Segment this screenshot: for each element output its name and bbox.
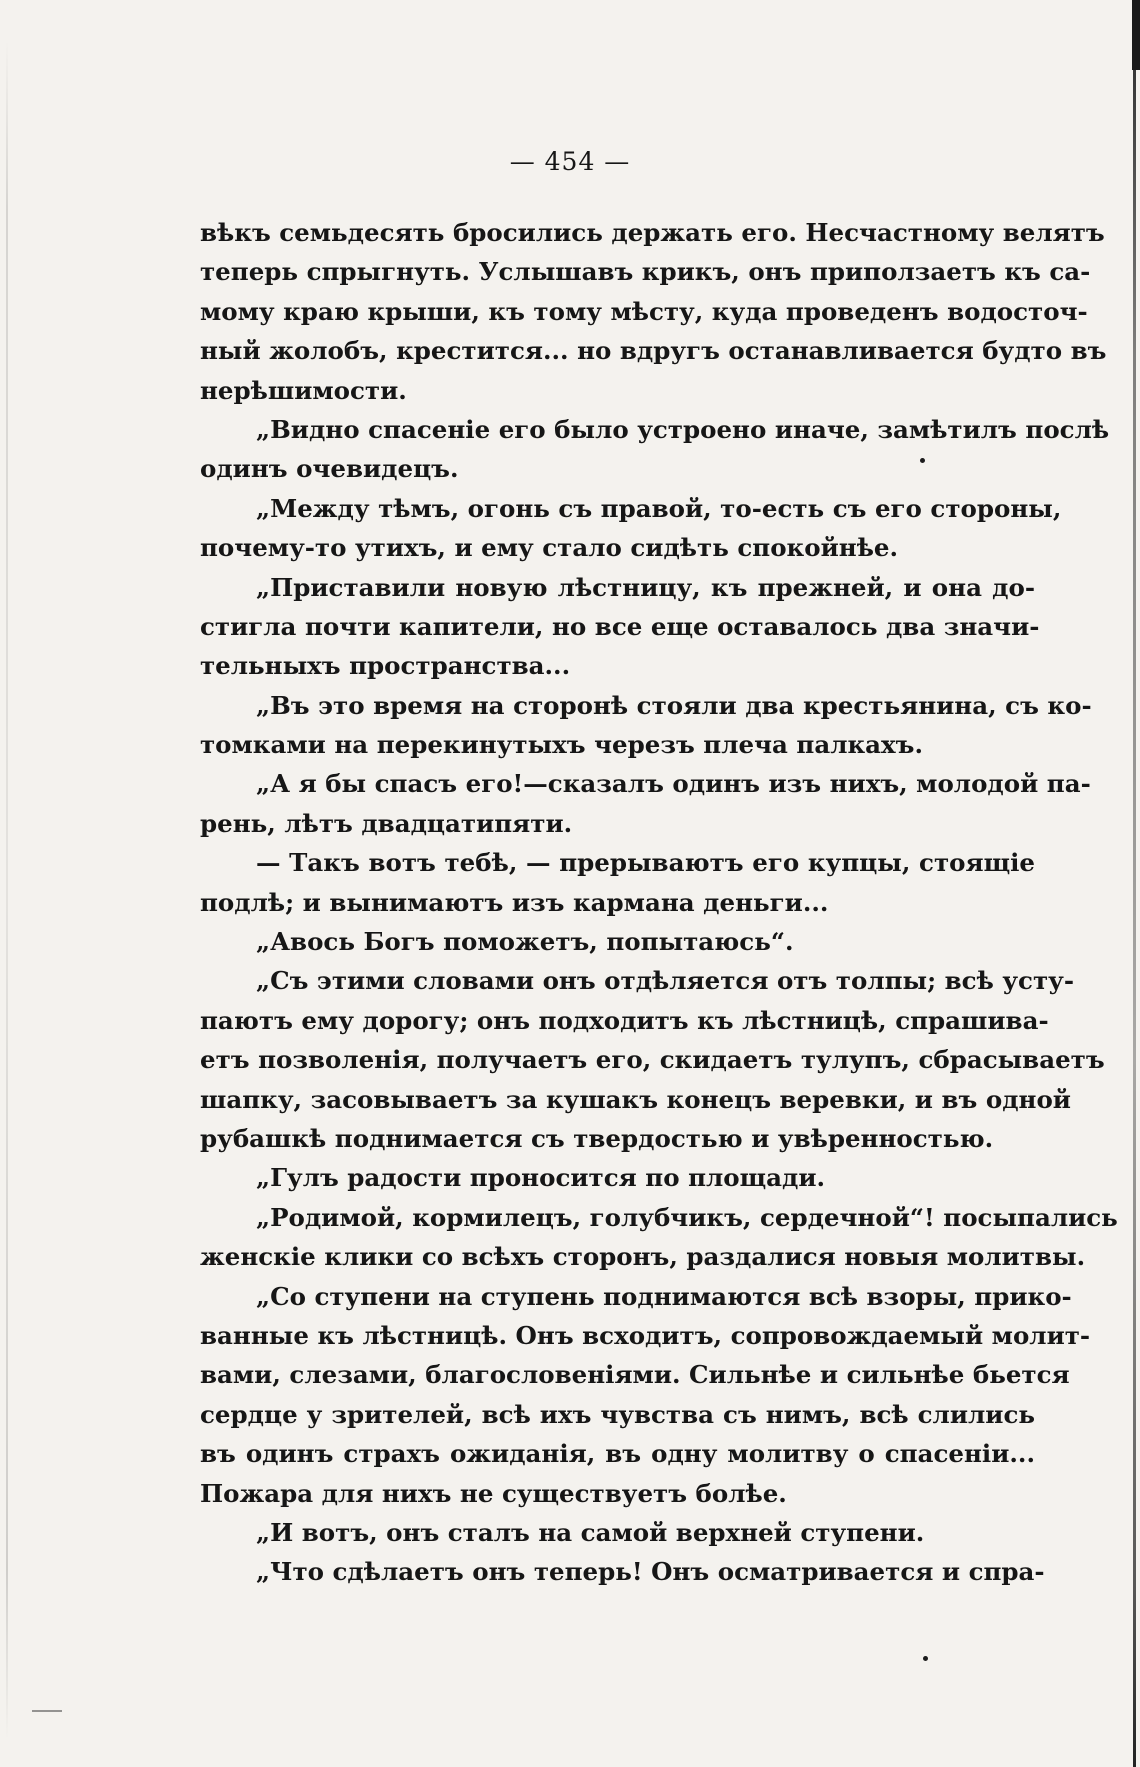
text-line: томками на перекинутыхъ черезъ плеча палкахъ. xyxy=(200,730,923,760)
page-right-edge-top xyxy=(1132,0,1140,70)
text-line: вами, слезами, благословеніями. Сильнѣе и сильнѣе бьется xyxy=(200,1360,1070,1390)
text-line: почему-то утихъ, и ему стало сидѣть спокойнѣе. xyxy=(200,533,899,563)
text-line: „Родимой, кормилецъ, голубчикъ, сердечной“! посыпались xyxy=(256,1202,1118,1232)
text-line: „Со ступени на ступень поднимаются всѣ взоры, прико- xyxy=(256,1281,1072,1311)
text-line: етъ позволенія, получаетъ его, скидаетъ тулупъ, сбрасываетъ xyxy=(200,1045,1105,1075)
page-number: — 454 — xyxy=(509,147,631,176)
text-line: мому краю крыши, къ тому мѣсту, куда проведенъ водосточ- xyxy=(200,296,1088,326)
text-line: тельныхъ пространства... xyxy=(200,651,571,681)
text-line: Пожара для нихъ не существуетъ болѣе. xyxy=(200,1478,787,1508)
text-line: рень, лѣтъ двадцатипяти. xyxy=(200,808,573,838)
text-line: „Приставили новую лѣстницу, къ прежней, и она до- xyxy=(256,572,1035,602)
text-line: рубашкѣ поднимается съ твердостью и увѣренностью. xyxy=(200,1123,994,1153)
page-edge-mark xyxy=(32,1710,62,1712)
ink-speck xyxy=(920,458,925,463)
text-line: въ одинъ страхъ ожиданія, въ одну молитву о спасеніи... xyxy=(200,1439,1035,1469)
text-line: шапку, засовываетъ за кушакъ конецъ веревки, и въ одной xyxy=(200,1084,1071,1114)
text-line: „А я бы спасъ его!—сказалъ одинъ изъ нихъ, молодой па- xyxy=(256,769,1091,799)
text-line: одинъ очевидецъ. xyxy=(200,454,459,484)
text-line: „Въ это время на сторонѣ стояли два крестьянина, съ ко- xyxy=(256,690,1092,720)
ink-speck xyxy=(923,1656,928,1661)
text-line: паютъ ему дорогу; онъ подходитъ къ лѣстницѣ, спрашива- xyxy=(200,1005,1049,1035)
text-line: „Съ этими словами онъ отдѣляется отъ толпы; всѣ усту- xyxy=(256,966,1074,996)
text-line: „Что сдѣлаетъ онъ теперь! Онъ осматривается и спра- xyxy=(256,1557,1045,1587)
text-line: „И вотъ, онъ сталъ на самой верхней ступени. xyxy=(256,1517,925,1547)
text-line: — Такъ вотъ тебѣ, — прерываютъ его купцы, стоящіе xyxy=(256,848,1035,878)
text-line: „Видно спасеніе его было устроено иначе, замѣтилъ послѣ xyxy=(256,414,1110,444)
text-line: „Между тѣмъ, огонь съ правой, то-есть съ его стороны, xyxy=(256,493,1062,523)
text-line: вѣкъ семьдесять бросились держать его. Несчастному велятъ xyxy=(200,218,1105,247)
body-text xyxy=(200,213,1118,1592)
text-line: сердце у зрителей, всѣ ихъ чувства съ нимъ, всѣ слились xyxy=(200,1399,1035,1429)
page-left-edge xyxy=(6,40,8,1740)
text-line: ный жолобъ, крестится... но вдругъ останавливается будто въ xyxy=(200,336,1107,366)
text-line: „Гулъ радости проносится по площади. xyxy=(256,1163,826,1193)
text-line: теперь спрыгнуть. Услышавъ крикъ, онъ приползаетъ къ са- xyxy=(200,257,1091,287)
text-line: стигла почти капители, но все еще оставалось два значи- xyxy=(200,611,1040,641)
page-right-edge xyxy=(1133,0,1136,1767)
text-line: подлѣ; и вынимаютъ изъ кармана деньги... xyxy=(200,887,829,917)
text-line: нерѣшимости. xyxy=(200,375,407,405)
text-line: „Авось Богъ поможетъ, попытаюсь“. xyxy=(256,927,794,957)
text-line: женскіе клики со всѣхъ сторонъ, раздалися новыя молитвы. xyxy=(200,1242,1086,1272)
text-line: ванные къ лѣстницѣ. Онъ всходитъ, сопровождаемый молит- xyxy=(200,1320,1091,1350)
